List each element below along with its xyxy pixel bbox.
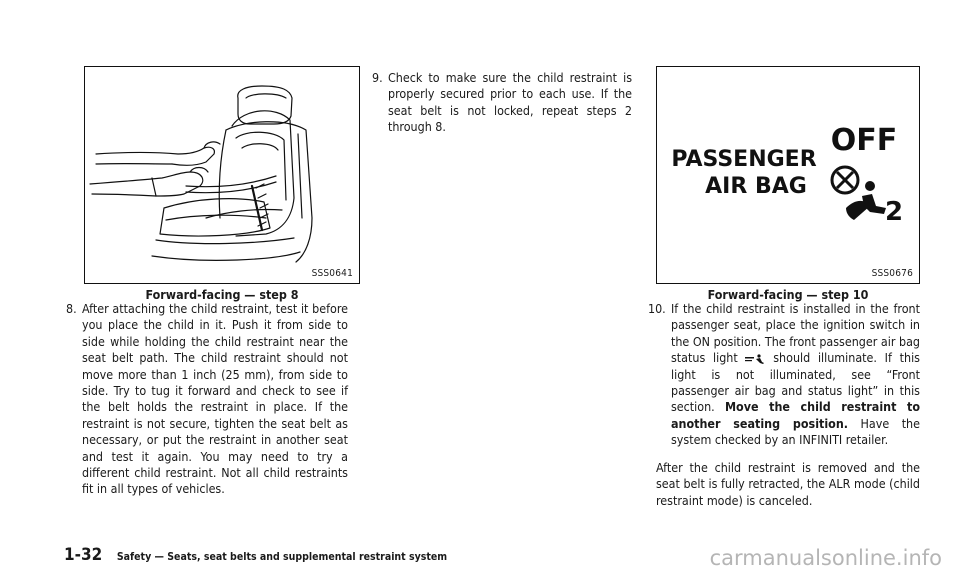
sign-digit: 2 [884,197,904,227]
section-title: Safety — Seats, seat belts and supplemental restraint system [116,551,448,563]
step-number: 10. [648,301,666,316]
passenger-airbag-off-indicator [658,68,918,268]
figure-passenger-airbag-light [656,66,920,284]
step-text: Check to make sure the child restraint is properly secured prior to each use. If the seat belt is not locked, repeat steps 2 through 8. [388,70,632,135]
figure-code: SSS0676 [871,268,913,279]
step-text: Have the system checked by an INFINITI retailer. [671,415,920,448]
step-number: 8. [66,301,77,316]
page-footer [64,545,447,565]
step-text: After attaching the child restraint, test it before you place the child in it. Push it from side to side while holding the child restraint near the seat belt path. The child restraint should not move more than 1 inch (25 mm), from side to side. Try to tug it forward and check to see if the belt holds the restraint in place. If the restraint is not secure, tighten the seat belt as necessary, or put the restraint in another seat and test it again. You may need to try a different child restraint. Not all child restraints fit in all types of vehicles. [82,301,348,497]
step-text: If the child restraint is installed in the front passenger seat, place the ignition switch in the ON position. The front passenger air bag status light [671,301,920,366]
sign-line-1: PASSENGER [671,147,817,172]
figure-code: SSS0641 [311,268,353,279]
airbag-x-icon [832,167,858,193]
figure-caption: Forward-facing — step 8 [145,287,299,302]
ALR-cancel-paragraph: After the child restraint is removed and the seat belt is fully retracted, the ALR mode (child restraint mode) is canceled. [656,460,920,508]
figure-child-seat-test [84,66,360,284]
watermark: carmanualsonline.info [709,546,942,570]
sign-status-off: OFF [830,123,898,158]
step-9 [372,70,632,136]
figure-caption: Forward-facing — step 10 [707,287,869,302]
step-number: 9. [372,70,383,85]
step-10 [648,301,920,449]
step-8 [66,301,348,498]
step-text: should illuminate. If this light is not illuminated, see “Front passenger air bag and status light” in this section. [671,350,920,415]
step-text-bold: Move the child restraint to another seating position. [671,399,920,431]
passenger-airbag-status-icon [745,353,765,365]
child-seat-illustration [86,68,358,268]
sign-line-2: AIR BAG [705,174,807,199]
page-number: 1-32 [64,545,103,565]
